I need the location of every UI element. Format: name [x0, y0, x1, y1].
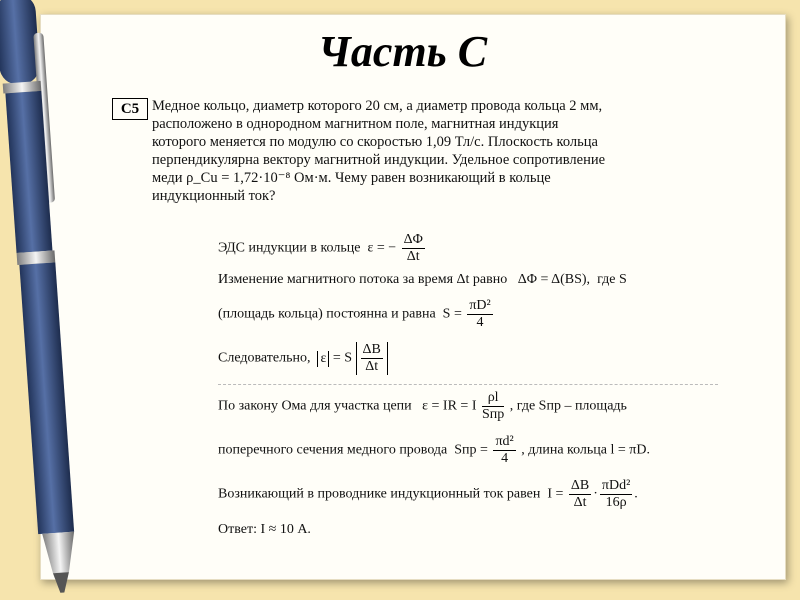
solution-step-current: Возникающий в проводнике индукционный ток равен I = $\frac{\Delta B}{\Delta t}$ · $\frac{\text{πDd²}}{16\rho}$ .	[218, 478, 638, 510]
abs-value	[356, 342, 388, 375]
formula: ΔΦ = Δ(BS),	[517, 272, 591, 287]
step-tail: , где Sпр – площадь	[509, 398, 627, 414]
formula-lhs: S =	[442, 306, 462, 322]
fraction-numerator: ΔΦ	[403, 232, 423, 247]
fraction	[467, 298, 492, 331]
solution-step-flux	[218, 272, 627, 288]
problem-number-badge: C5	[112, 98, 148, 120]
problem-line: которого меняется по модулю со скоростью 1,09 Тл/с. Плоскость кольца	[152, 134, 598, 150]
solution-step-ohm	[218, 390, 627, 423]
fraction-denominator: 4	[501, 451, 509, 466]
step-text: ЭДС индукции в кольце	[218, 240, 361, 256]
formula-lhs: I =	[547, 486, 564, 502]
step-tail: где S	[597, 272, 627, 287]
solution-step-consequence	[218, 342, 388, 375]
fraction-denominator: 4	[476, 315, 484, 330]
formula-lhs: Sпр =	[454, 442, 488, 458]
solution-step-area	[218, 298, 495, 331]
problem-line: индукционный ток?	[152, 188, 276, 204]
fraction-numerator: ρl	[482, 390, 504, 407]
formula-lhs: ε = IR = I	[422, 398, 477, 414]
step-text: По закону Ома для участка цепи	[218, 398, 412, 414]
fraction	[482, 390, 504, 423]
problem-line: меди ρ_Cu = 1,72·10⁻⁸ Ом·м. Чему равен возникающий в кольце	[152, 170, 551, 186]
step-text: Следовательно,	[218, 350, 311, 366]
formula-lhs: ε = −	[367, 240, 397, 256]
fraction-numerator: πD²	[469, 298, 491, 313]
fraction-numerator: ΔB	[570, 478, 590, 493]
divider	[218, 384, 718, 385]
fraction	[493, 434, 515, 467]
problem-line: расположено в однородном магнитном поле, магнитная индукция	[152, 116, 559, 132]
fraction	[569, 478, 591, 511]
step-tail: , длина кольца l = πD.	[521, 442, 650, 458]
problem-statement	[152, 97, 664, 205]
answer: Ответ: I ≈ 10 А.	[218, 522, 311, 537]
problem-line: перпендикулярна вектору магнитной индукции. Удельное сопротивление	[152, 152, 606, 168]
fraction	[402, 232, 425, 265]
page-title: Часть С	[318, 27, 488, 76]
solution-step-emf	[218, 232, 427, 265]
fraction-denominator: Δt	[573, 495, 587, 510]
fraction-denominator: Δt	[406, 249, 420, 264]
step-text: поперечного сечения медного провода	[218, 442, 448, 458]
solution-step-cross-section	[218, 434, 650, 467]
step-text: Возникающий в проводнике индукционный ток равен	[218, 486, 541, 502]
abs-value: ε	[317, 351, 329, 367]
fraction-numerator: ΔB	[362, 342, 381, 357]
step-text: Изменение магнитного потока за время Δt равно	[218, 272, 508, 287]
fraction	[361, 342, 383, 375]
fraction-numerator: πDd²	[601, 478, 631, 493]
fraction-denominator: Sпр	[482, 407, 505, 422]
step-text: (площадь кольца) постоянна и равна	[218, 306, 436, 322]
fraction	[600, 478, 632, 511]
fraction-numerator: πd²	[495, 434, 514, 449]
problem-line: Медное кольцо, диаметр которого 20 см, а диаметр провода кольца 2 мм,	[152, 98, 603, 114]
fraction-denominator: 16ρ	[605, 495, 627, 510]
pen-icon	[0, 0, 180, 600]
formula-mid: = S	[332, 350, 353, 366]
fraction-denominator: Δt	[365, 359, 379, 374]
